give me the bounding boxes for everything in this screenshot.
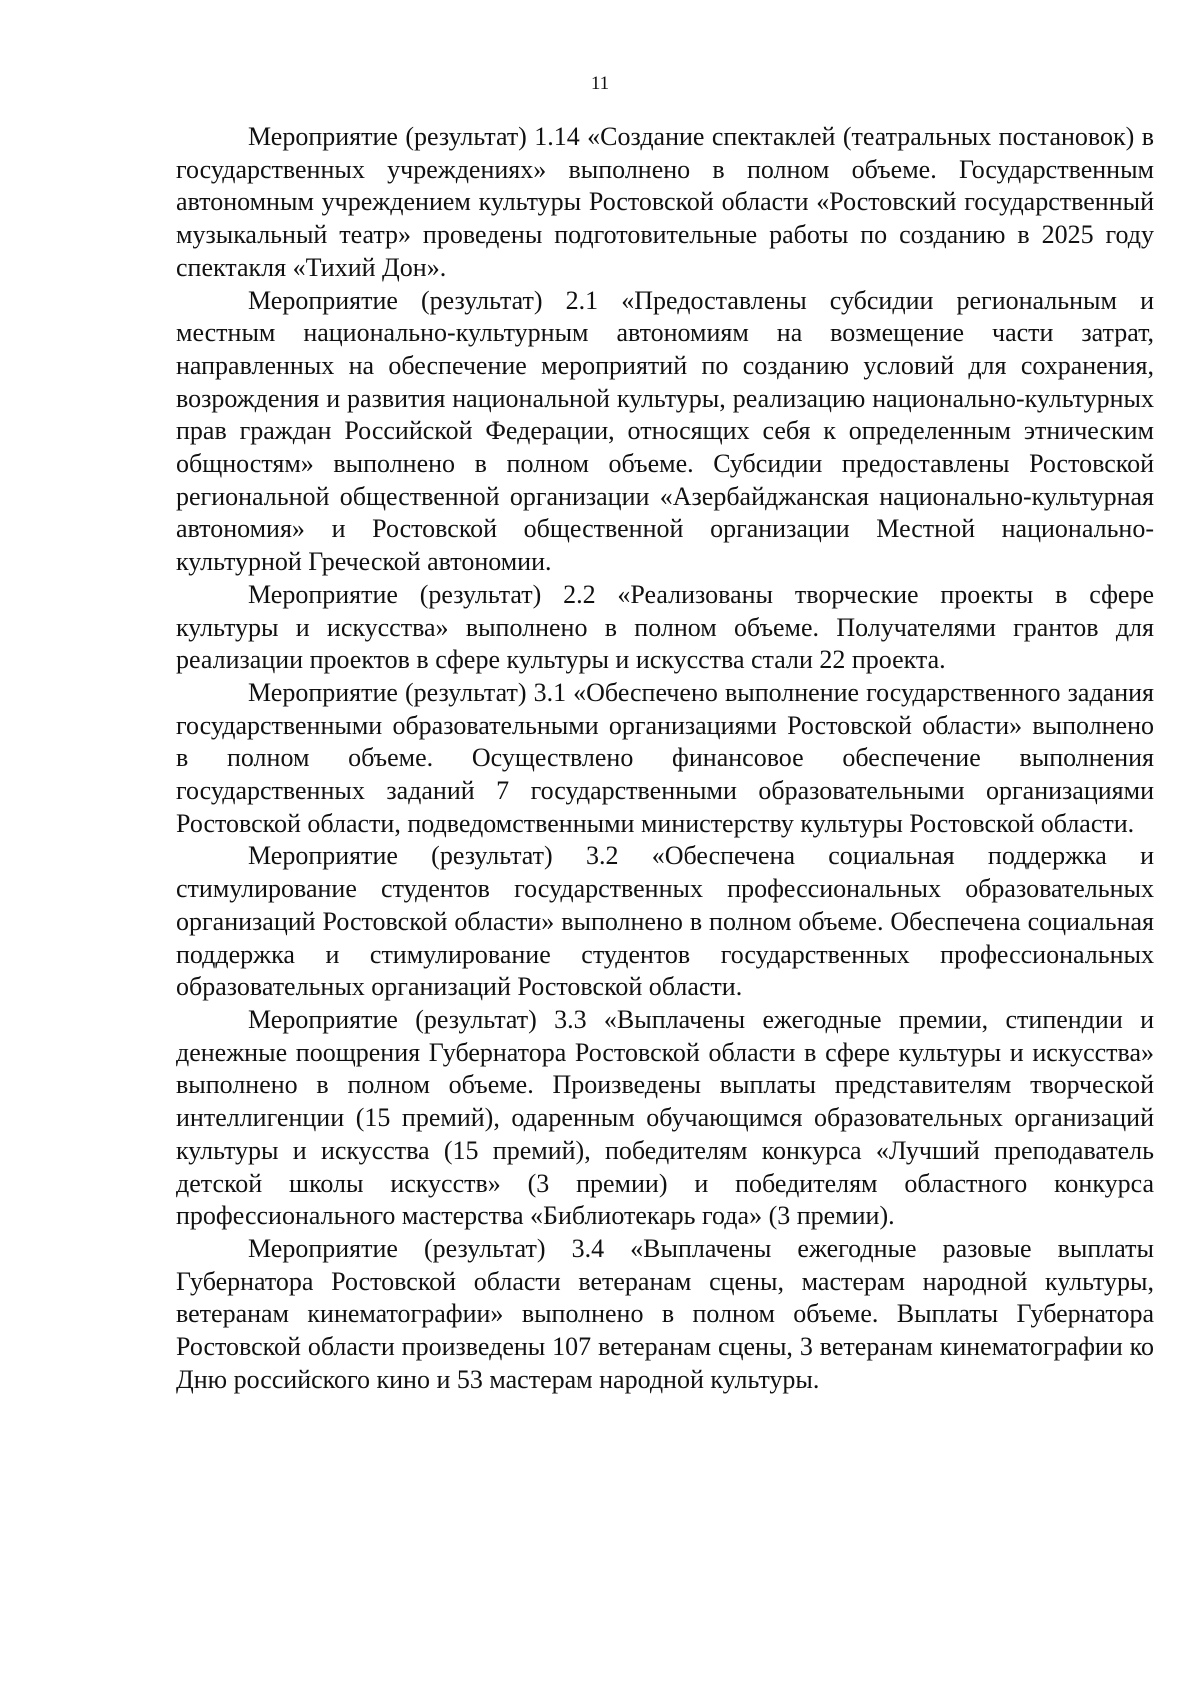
page-number: 11 [590,73,610,94]
paragraph-measure-3-4: Мероприятие (результат) 3.4 «Выплачены ежегодные разовые выплаты Губернатора Ростовской области ветеранам сцены, мастерам народной культуры, ветеранам кинематографии» выполнено в полном объеме. Выплаты Губернатора Ростовской области произведены 107 ветеранам сцены, 3 ветеранам кинематографии ко Дню российского кино и 53 мастерам народной культуры. [176,1233,1154,1394]
paragraph-measure-2-1: Мероприятие (результат) 2.1 «Предоставлены субсидии региональным и местным национально-культурным автономиям на возмещение части затрат, направленных на обеспечение мероприятий по созданию условий для сохранения, возрождения и развития национальной культуры, реализацию национально-культурных прав граждан Российской Федерации, относящих себя к определенным этническим общностям» выполнено в полном объеме. Субсидии предоставлены Ростовской региональной общественной организации «Азербайджанская национально-культурная автономия» и Ростовской общественной организации Местной национально-культурной Греческой автономии. [176,285,1154,577]
paragraph-measure-2-2: Мероприятие (результат) 2.2 «Реализованы творческие проекты в сфере культуры и искусства» выполнено в полном объеме. Получателями грантов для реализации проектов в сфере культуры и искусства стали 22 проекта. [176,579,1154,675]
paragraph-measure-1-14: Мероприятие (результат) 1.14 «Создание спектаклей (театральных постановок) в государственных учреждениях» выполнено в полном объеме. Государственным автономным учреждением культуры Ростовской области «Ростовский государственный музыкальный театр» проведены подготовительные работы по созданию в 2025 году спектакля «Тихий Дон». [176,122,1154,282]
paragraph-measure-3-1: Мероприятие (результат) 3.1 «Обеспечено выполнение государственного задания государственными образовательными организациями Ростовской области» выполнено в полном объеме. Осуществлено финансовое обеспечение выполнения государственных заданий 7 государственными образовательными организациями Ростовской области, подведомственными министерству культуры Ростовской области. [176,677,1154,838]
document-body [176,121,1154,1396]
paragraph-measure-3-2: Мероприятие (результат) 3.2 «Обеспечена социальная поддержка и стимулирование студентов государственных профессиональных образовательных организаций Ростовской области» выполнено в полном объеме. Обеспечена социальная поддержка и стимулирование студентов государственных профессиональных образовательных организаций Ростовской области. [176,841,1154,1002]
paragraph-measure-3-3: Мероприятие (результат) 3.3 «Выплачены ежегодные премии, стипендии и денежные поощрения Губернатора Ростовской области в сфере культуры и искусства» выполнено в полном объеме. Произведены выплаты представителям творческой интеллигенции (15 премий), одаренным обучающимся образовательных организаций культуры и искусства (15 премий), победителям конкурса «Лучший преподаватель детской школы искусств» (3 премии) и победителям областного конкурса профессионального мастерства «Библиотекарь года» (3 премии). [176,1004,1154,1231]
